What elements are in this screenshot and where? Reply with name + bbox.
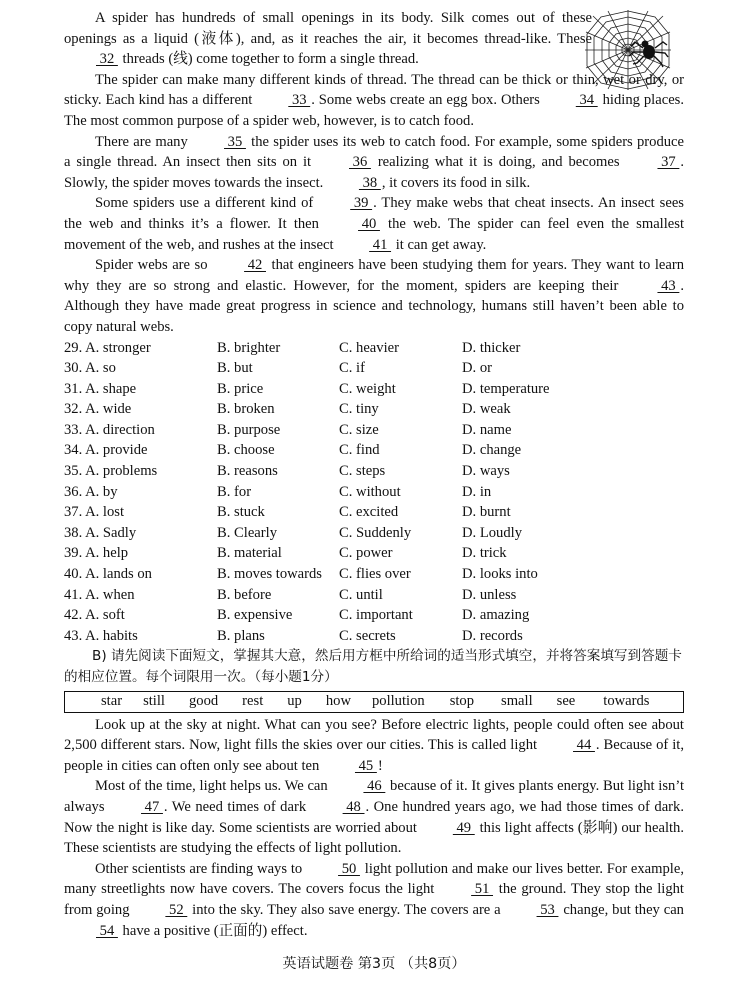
part-b-paragraph: Most of the time, light helps us. We can 46 because of it. It gives plants energy. But light isn’t always 47 . We need times of dark 48 . One hundred years ago, we had those times of dark. Now the night is like day. Some scientists are worried about 49 this light affects (影响) our health. These scientists are studying the effects of light pollution.: [64, 778, 684, 857]
blank-46: 46: [363, 778, 386, 795]
page-footer: 英语试题卷 第3页 （共8页）: [282, 956, 466, 972]
option-row: [64, 461, 684, 482]
word-box-item: how: [325, 693, 351, 710]
option-choice: D. amazing: [462, 607, 530, 624]
option-choice: D. records: [462, 627, 523, 644]
blank-53: 53: [536, 901, 559, 918]
option-choice: B. material: [217, 545, 282, 562]
option-choice: C. important: [339, 607, 413, 624]
option-row: [64, 482, 684, 503]
blank-37: 37: [657, 154, 680, 171]
option-choice: B. Clearly: [217, 524, 277, 541]
blank-45: 45: [354, 757, 377, 774]
blank-34: 34: [575, 92, 598, 109]
option-choice: D. temperature: [462, 380, 550, 397]
option-choice: D. in: [462, 483, 492, 500]
option-choice: 37. A. lost: [64, 504, 125, 521]
option-choice: B. brighter: [217, 339, 281, 356]
blank-52: 52: [165, 901, 188, 918]
option-row: [64, 564, 684, 585]
blank-43: 43: [657, 277, 680, 294]
option-choice: B. moves towards: [217, 566, 322, 583]
blank-44: 44: [573, 737, 595, 754]
option-choice: C. until: [339, 586, 383, 603]
blank-40: 40: [358, 215, 380, 232]
blank-42: 42: [244, 257, 266, 274]
part-b-instruction: B) 请先阅读下面短文，掌握其大意，然后用方框中所给词的适当形式填空，并将答案填写到答题卡的相应位置。每个词限用一次。（每小题1分）: [64, 648, 682, 685]
option-choice: 40. A. lands on: [64, 566, 152, 583]
option-row: [64, 399, 684, 420]
option-choice: 43. A. habits: [64, 627, 138, 644]
option-choice: 35. A. problems: [64, 463, 158, 480]
option-choice: D. looks into: [462, 566, 538, 583]
option-row: [64, 626, 684, 647]
option-choice: C. steps: [339, 463, 386, 480]
part-a-options: [64, 338, 684, 647]
blank-33: 33: [288, 92, 311, 109]
option-row: [64, 420, 684, 441]
option-choice: B. reasons: [217, 463, 278, 480]
option-choice: D. ways: [462, 463, 510, 480]
option-row: [64, 543, 684, 564]
option-choice: D. Loudly: [462, 524, 522, 541]
option-choice: C. excited: [339, 504, 399, 521]
option-choice: B. plans: [217, 627, 265, 644]
option-choice: 34. A. provide: [64, 442, 148, 459]
word-box-item: see: [556, 693, 576, 710]
option-row: [64, 605, 684, 626]
option-choice: D. burnt: [462, 504, 511, 521]
blank-35: 35: [224, 133, 246, 150]
option-row: [64, 523, 684, 544]
blank-39: 39: [350, 195, 373, 212]
option-choice: B. for: [217, 483, 252, 500]
word-box-item: rest: [242, 693, 264, 710]
part-a-paragraph: A spider has hundreds of small openings in its body. Silk comes out of these openings as a liquid (液体), and, as it reaches the air, it becomes thread-like. These 32 threads (线) come together to form a single thread.: [64, 8, 684, 70]
option-choice: B. price: [217, 380, 264, 397]
option-choice: 36. A. by: [64, 483, 118, 500]
option-choice: C. flies over: [339, 566, 411, 583]
option-row: [64, 440, 684, 461]
option-choice: 42. A. soft: [64, 607, 125, 624]
option-choice: C. Suddenly: [339, 524, 412, 541]
blank-38: 38: [358, 174, 381, 191]
part-a-paragraph: Spider webs are so 42 that engineers have been studying them for years. They want to learn why they are so strong and elastic. However, for the moment, spiders are keeping their 43 . Although they have made great progress in science and technology, humans still haven’t been able to copy natural webs.: [64, 257, 684, 335]
part-b-paragraph: Other scientists are finding ways to 50 light pollution and make our lives better. For example, many streetlights now have covers. The covers focus the light 51 the ground. They stop the light from going 52 into the sky. They also save energy. The covers are a 53 change, but they can 54 have a positive (正面的) effect.: [64, 859, 684, 941]
option-choice: 30. A. so: [64, 360, 116, 377]
option-choice: C. without: [339, 483, 401, 500]
option-choice: D. change: [462, 442, 522, 459]
blank-51: 51: [471, 881, 494, 898]
option-row: [64, 358, 684, 379]
word-box-item: good: [188, 693, 219, 710]
option-choice: 33. A. direction: [64, 421, 155, 438]
blank-54: 54: [96, 922, 118, 939]
word-box: [64, 691, 684, 713]
part-b-paragraph: Look up at the sky at night. What can you see? Before electric lights, people could often see about 2,500 different stars. Now, light fills the skies over our cities. This is called light 44 . Because of it, people in cities can often only see about ten 45 !: [64, 715, 684, 777]
blank-48: 48: [342, 798, 365, 815]
option-choice: D. or: [462, 360, 492, 377]
blank-50: 50: [338, 860, 360, 877]
option-choice: B. but: [217, 360, 253, 377]
option-choice: C. power: [339, 545, 393, 562]
option-choice: C. tiny: [339, 401, 379, 418]
option-choice: C. secrets: [339, 627, 396, 644]
option-row: [64, 338, 684, 359]
word-box-item: star: [101, 693, 123, 710]
option-choice: B. stuck: [217, 504, 265, 521]
option-choice: C. heavier: [339, 339, 399, 356]
option-row: [64, 502, 684, 523]
word-box-item: stop: [449, 693, 475, 710]
part-b-passage: [64, 715, 684, 942]
option-choice: C. if: [339, 360, 365, 377]
option-row: [64, 585, 684, 606]
part-a-paragraph: There are many 35 the spider uses its web to catch food. For example, some spiders produce a single thread. An insect then sits on it 36 realizing what it is doing, and becomes 37 . Slowly, the spider moves towards the insect. 38 , it covers its food in silk.: [64, 132, 684, 194]
option-choice: 32. A. wide: [64, 401, 132, 418]
blank-41: 41: [369, 236, 392, 253]
option-choice: 41. A. when: [64, 586, 135, 603]
exam-page: [64, 8, 684, 941]
option-choice: D. unless: [462, 586, 517, 603]
option-choice: B. expensive: [217, 607, 293, 624]
option-choice: D. thicker: [462, 339, 521, 356]
word-box-item: still: [143, 693, 165, 710]
option-choice: B. choose: [217, 442, 275, 459]
part-a-paragraph: Some spiders use a different kind of 39 . They make webs that cheat insects. An insect sees the web and thinks it’s a flower. It then 40 the web. The spider can feel even the smallest movement of the web, and rushes at the insect 41 it can get away.: [64, 193, 684, 255]
option-row: [64, 379, 684, 400]
word-box-item: up: [287, 693, 302, 710]
option-choice: D. name: [462, 421, 512, 438]
part-a-passage: [64, 8, 684, 338]
blank-47: 47: [141, 798, 163, 815]
option-choice: C. find: [339, 442, 380, 459]
option-choice: 38. A. Sadly: [64, 524, 137, 541]
word-box-item: pollution: [371, 693, 425, 710]
option-choice: C. weight: [339, 380, 396, 397]
option-choice: C. size: [339, 421, 379, 438]
word-box-item: small: [501, 693, 533, 710]
option-choice: D. weak: [462, 401, 511, 418]
option-choice: 39. A. help: [64, 545, 129, 562]
option-choice: B. broken: [217, 401, 275, 418]
option-choice: B. purpose: [217, 421, 281, 438]
blank-36: 36: [349, 154, 371, 171]
blank-32: 32: [96, 51, 118, 68]
option-choice: B. before: [217, 586, 272, 603]
option-choice: D. trick: [462, 545, 507, 562]
word-box-item: towards: [603, 693, 650, 710]
option-choice: 31. A. shape: [64, 380, 137, 397]
part-a-paragraph: The spider can make many different kinds of thread. The thread can be thick or thin, wet or dry, or sticky. Each kind has a different 33 . Some webs create an egg box. Others 34 hiding places. The most common purpose of a spider web, however, is to catch food.: [64, 71, 684, 129]
blank-49: 49: [452, 819, 475, 836]
option-choice: 29. A. stronger: [64, 339, 151, 356]
